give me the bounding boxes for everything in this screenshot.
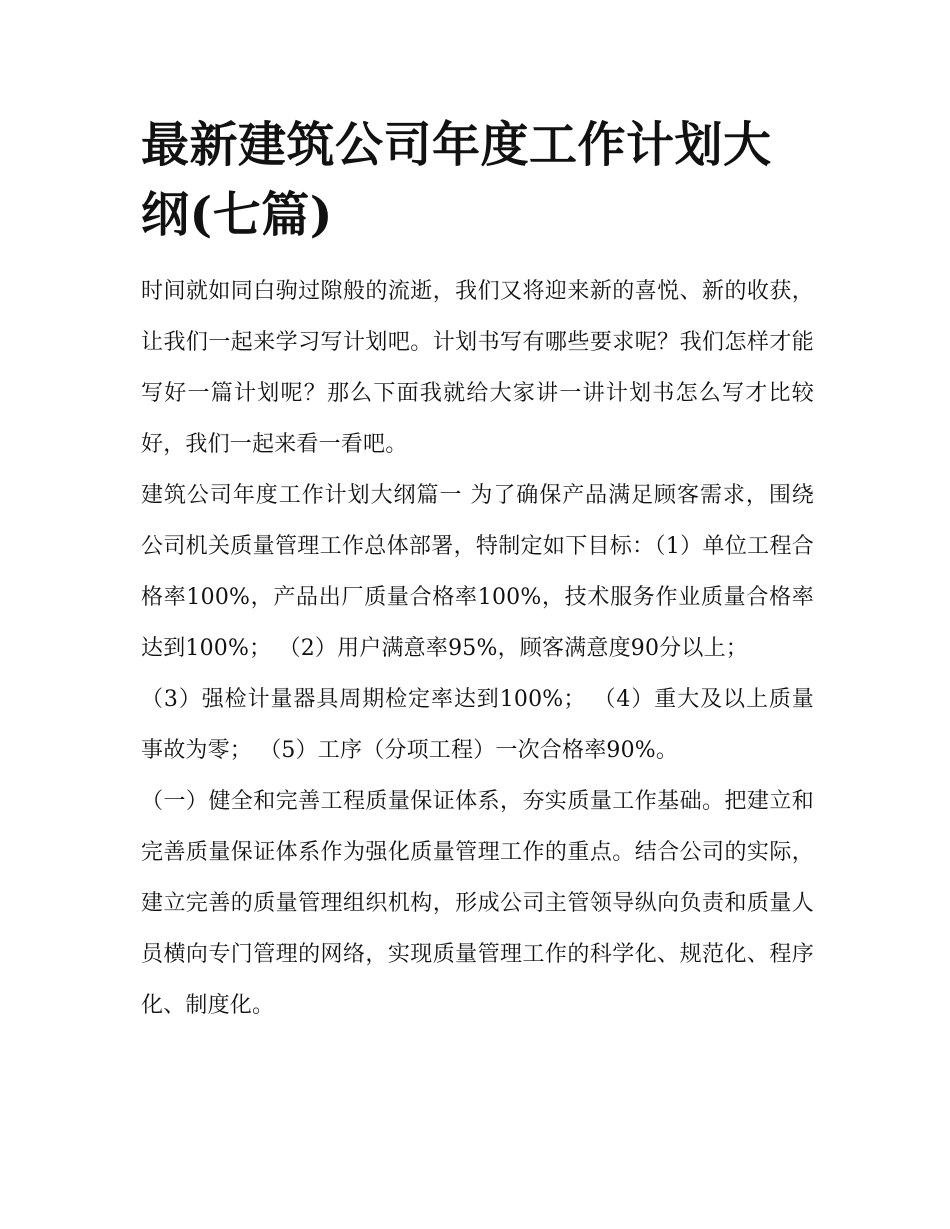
- goals-paragraph: 建筑公司年度工作计划大纲篇一 为了确保产品满足顾客需求，围绕公司机关质量管理工作总体部署，特制定如下目标：（1）单位工程合格率100%，产品出厂质量合格率100%，技术服务作业质量合格率达到100%； （2）用户满意率95%，顾客满意度90分以上；: [141, 483, 814, 661]
- goals-continued-paragraph: （3）强检计量器具周期检定率达到100%； （4）重大及以上质量事故为零； （5）工序（分项工程）一次合格率90%。: [141, 687, 814, 763]
- quality-system-paragraph: （一）健全和完善工程质量保证体系，夯实质量工作基础。把建立和完善质量保证体系作为强化质量管理工作的重点。结合公司的实际，建立完善的质量管理组织机构，形成公司主管领导纵向负责和质量人员横向专门管理的网络，实现质量管理工作的科学化、规范化、程序化、制度化。: [141, 789, 814, 1018]
- document-title: 最新建筑公司年度工作计划大 纲(七篇): [141, 117, 772, 243]
- intro-paragraph: 时间就如同白驹过隙般的流逝，我们又将迎来新的喜悦、新的收获，让我们一起来学习写计划吧。计划书写有哪些要求呢？我们怎样才能写好一篇计划呢？那么下面我就给大家讲一讲计划书怎么写才比较好，我们一起来看一看吧。: [141, 279, 814, 457]
